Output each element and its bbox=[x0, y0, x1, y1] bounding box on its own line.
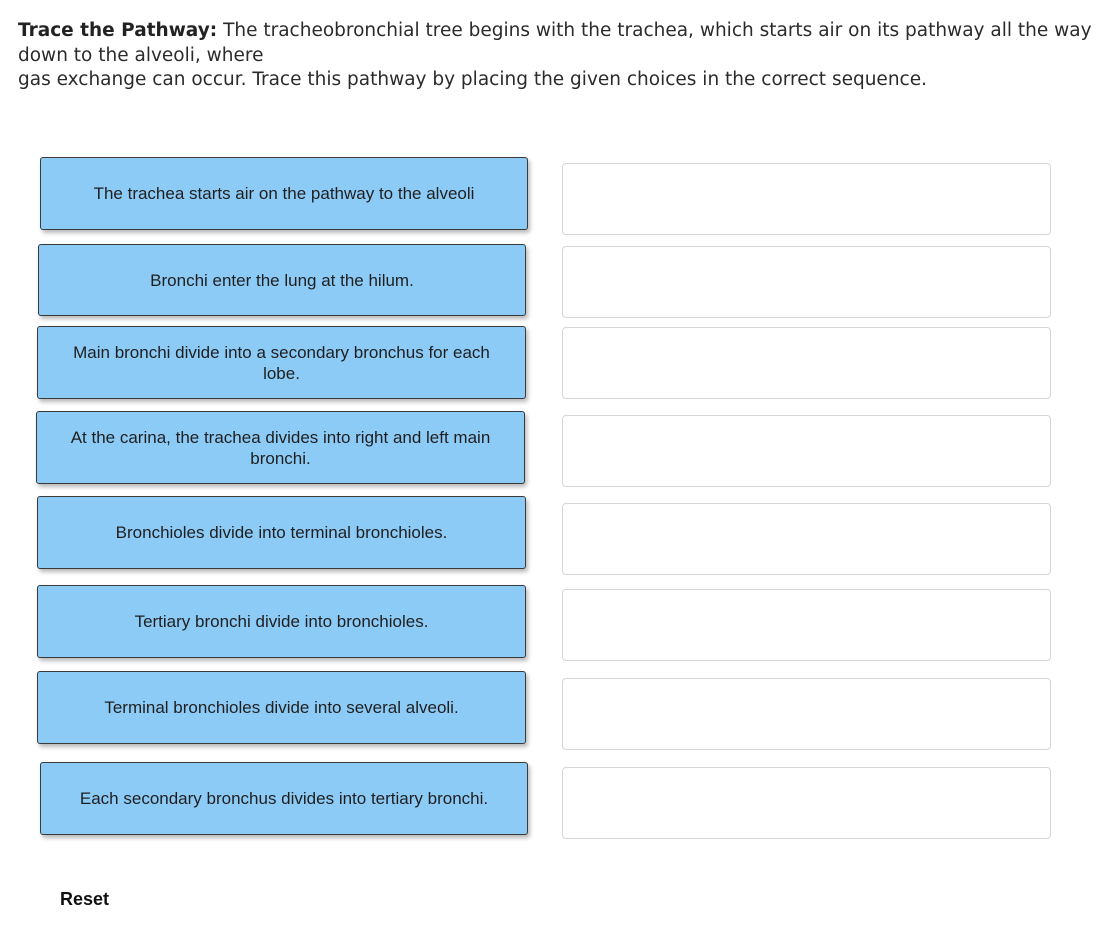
choice-card-3[interactable] bbox=[37, 326, 526, 399]
choice-card-7[interactable] bbox=[37, 671, 526, 744]
choice-card-label: At the carina, the trachea divides into right and left main bronchi. bbox=[70, 427, 491, 468]
choice-card-6[interactable] bbox=[37, 585, 526, 658]
drop-slot-7[interactable] bbox=[562, 678, 1051, 750]
choice-card-1[interactable] bbox=[40, 157, 528, 230]
drop-slot-4[interactable] bbox=[562, 415, 1051, 487]
prompt-lead: Trace the Pathway: bbox=[18, 20, 218, 41]
drop-slot-8[interactable] bbox=[562, 767, 1051, 839]
drop-slot-1[interactable] bbox=[562, 163, 1051, 235]
choice-card-2[interactable] bbox=[38, 244, 526, 316]
choice-card-label: The trachea starts air on the pathway to the alveoli bbox=[93, 184, 475, 203]
choice-card-label: Terminal bronchioles divide into several alveoli. bbox=[104, 698, 459, 717]
choice-card-label: Bronchioles divide into terminal bronchioles. bbox=[115, 523, 448, 542]
drop-slot-3[interactable] bbox=[562, 327, 1051, 399]
choice-card-label: Bronchi enter the lung at the hilum. bbox=[150, 270, 414, 290]
choice-card-4[interactable] bbox=[36, 411, 525, 484]
drop-slot-6[interactable] bbox=[562, 589, 1051, 661]
choice-card-5[interactable] bbox=[37, 496, 526, 569]
prompt-text-line1: The tracheobronchial tree begins with the trachea, which starts air on its pathway all the way down to the alveoli, where bbox=[18, 20, 1092, 66]
choice-card-8[interactable] bbox=[40, 762, 528, 835]
drop-slot-2[interactable] bbox=[562, 246, 1051, 318]
question-prompt bbox=[18, 19, 1103, 93]
drop-slot-5[interactable] bbox=[562, 503, 1051, 575]
choice-card-label: Tertiary bronchi divide into bronchioles. bbox=[134, 612, 429, 631]
choice-card-label: Main bronchi divide into a secondary bronchus for each lobe. bbox=[73, 342, 490, 383]
prompt-text-line2: gas exchange can occur. Trace this pathway by placing the given choices in the correct sequence. bbox=[18, 69, 927, 90]
choice-card-label: Each secondary bronchus divides into tertiary bronchi. bbox=[79, 789, 489, 808]
reset-button[interactable]: Reset bbox=[60, 889, 110, 909]
